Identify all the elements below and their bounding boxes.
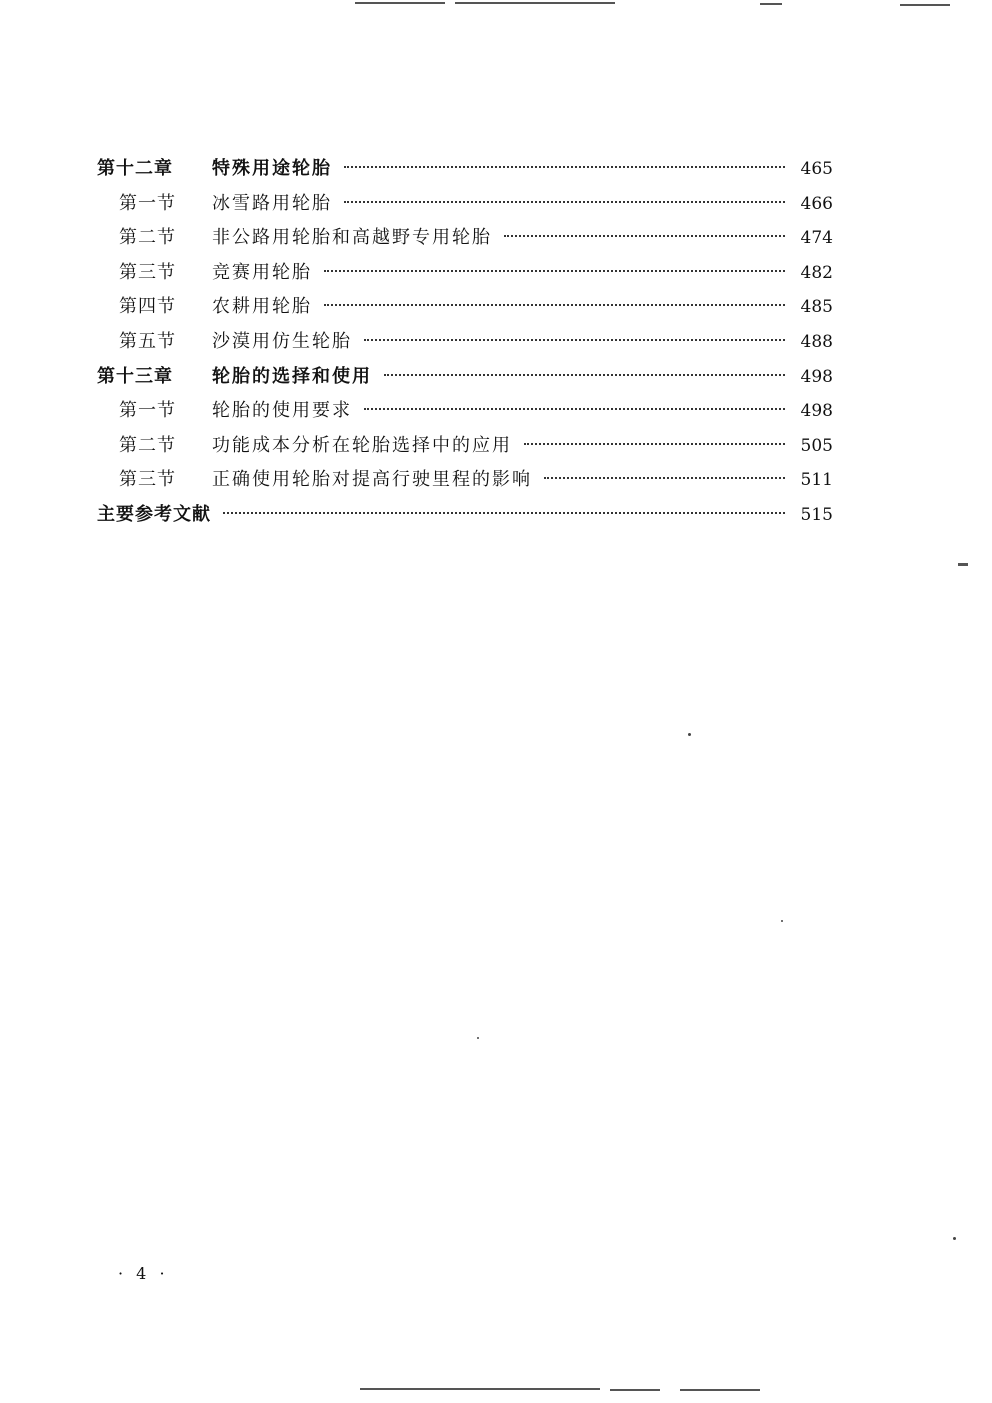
dot-leader [544, 477, 785, 479]
toc-title: 主要参考文献 [97, 503, 211, 525]
scan-artifact-dot-4 [953, 1237, 956, 1240]
toc-title: 轮胎的选择和使用 [212, 365, 372, 387]
scan-artifact-top-1 [355, 2, 445, 4]
toc-page-number: 474 [800, 228, 833, 249]
toc-label: 第三节 [119, 469, 176, 491]
toc-page-number: 482 [800, 262, 833, 283]
scan-artifact-dot-1 [688, 733, 691, 736]
toc-page-number: 465 [800, 159, 833, 179]
dot-leader [504, 235, 785, 237]
toc-section-row[interactable] [97, 290, 833, 325]
toc-references-row[interactable] [97, 498, 833, 533]
toc-label: 第二节 [119, 227, 176, 249]
toc-title: 农耕用轮胎 [212, 296, 312, 318]
toc-page-number: 511 [800, 470, 833, 491]
toc-label: 第二节 [119, 434, 176, 456]
dot-leader [364, 339, 785, 341]
toc-page-number: 498 [800, 366, 833, 387]
dot-leader [223, 512, 785, 514]
toc-title: 功能成本分析在轮胎选择中的应用 [212, 434, 512, 456]
scan-artifact-bottom-3 [680, 1389, 760, 1391]
toc-title: 竞赛用轮胎 [212, 261, 312, 283]
scan-artifact-dot-2 [781, 920, 783, 922]
toc-page-number: 505 [800, 435, 833, 456]
scan-artifact-top-4 [900, 4, 950, 6]
dot-leader [384, 374, 785, 376]
dot-leader [324, 270, 785, 272]
page-number-footer: · 4 · [118, 1264, 169, 1283]
toc-title: 正确使用轮胎对提高行驶里程的影响 [212, 469, 532, 491]
toc-label: 第一节 [119, 192, 176, 214]
scan-artifact-bottom-2 [610, 1389, 660, 1391]
toc-page-number: 488 [800, 331, 833, 352]
toc-title: 非公路用轮胎和高越野专用轮胎 [212, 227, 492, 249]
toc-section-row[interactable] [97, 256, 833, 291]
toc-title: 特殊用途轮胎 [212, 158, 332, 179]
toc-label: 第三节 [119, 261, 176, 283]
dot-leader [344, 201, 785, 203]
toc-section-row[interactable] [97, 221, 833, 256]
toc-page-number: 498 [800, 401, 833, 422]
dot-leader [344, 166, 785, 168]
toc-title: 冰雪路用轮胎 [212, 192, 332, 214]
scan-artifact-bottom-1 [360, 1388, 600, 1390]
toc-title: 轮胎的使用要求 [212, 400, 352, 422]
toc-title: 沙漠用仿生轮胎 [212, 330, 352, 352]
toc-page-number: 515 [800, 504, 833, 525]
scan-artifact-dot-3 [477, 1037, 479, 1039]
toc-section-row[interactable] [97, 325, 833, 360]
toc-section-row[interactable] [97, 187, 833, 222]
table-of-contents [97, 152, 833, 533]
scan-artifact-right-1 [958, 563, 968, 566]
scan-artifact-top-2 [455, 2, 615, 4]
toc-label: 第五节 [119, 330, 176, 352]
toc-label: 第一节 [119, 400, 176, 422]
toc-label: 第十二章 [97, 158, 173, 179]
toc-label: 第十三章 [97, 365, 173, 387]
toc-page-number: 466 [800, 193, 833, 214]
toc-section-row[interactable] [97, 463, 833, 498]
scan-artifact-top-3 [760, 3, 782, 5]
toc-chapter-row[interactable] [97, 152, 833, 187]
dot-leader [324, 304, 785, 306]
toc-label: 第四节 [119, 296, 176, 318]
toc-chapter-row[interactable] [97, 360, 833, 395]
toc-page-number: 485 [800, 297, 833, 318]
toc-section-row[interactable] [97, 429, 833, 464]
dot-leader [364, 408, 785, 410]
dot-leader [524, 443, 785, 445]
toc-section-row[interactable] [97, 394, 833, 429]
